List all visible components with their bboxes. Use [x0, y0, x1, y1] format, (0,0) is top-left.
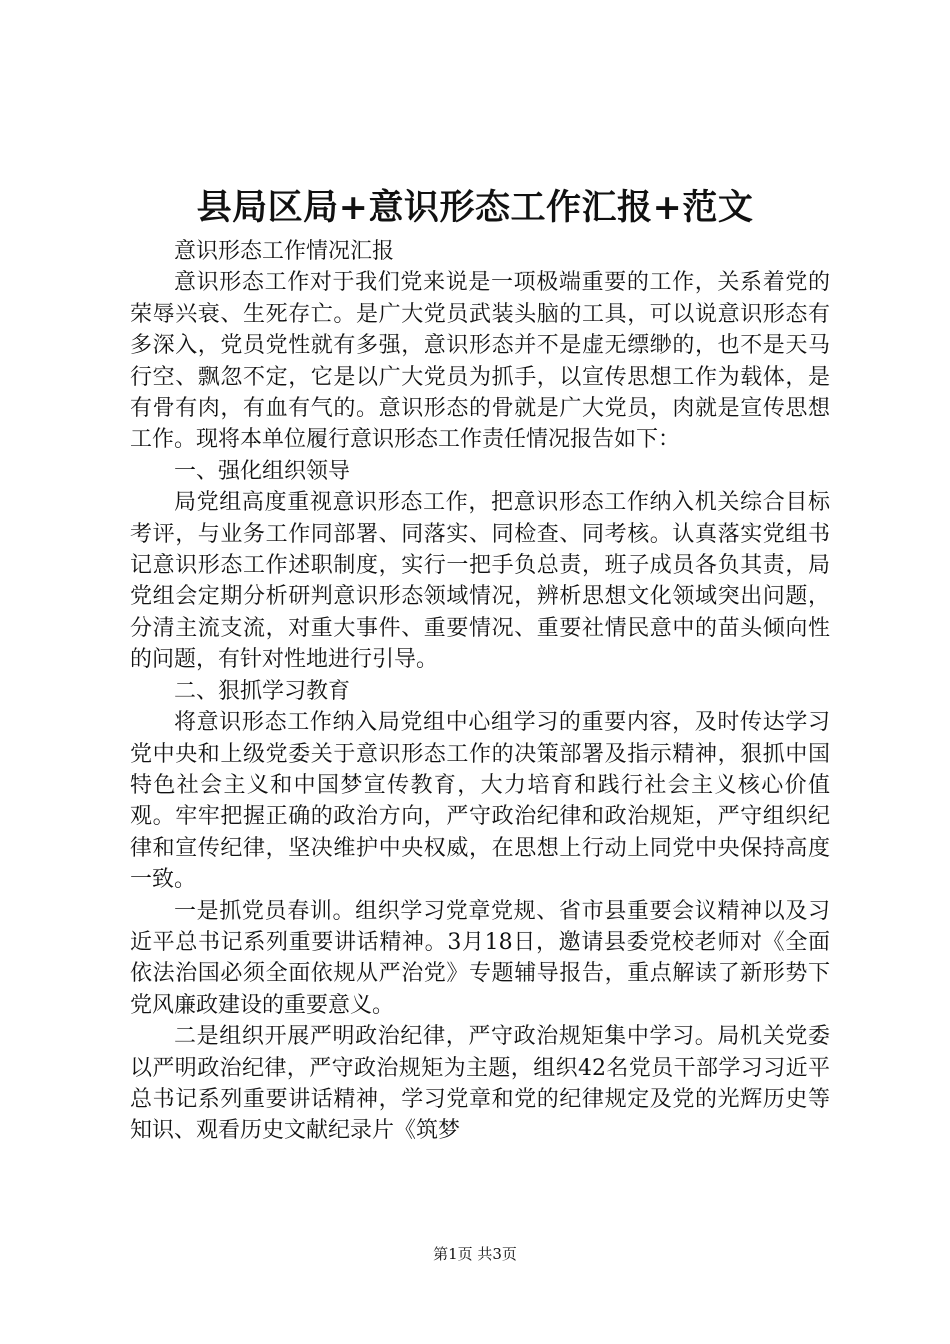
paragraph: 二是组织开展严明政治纪律，严守政治规矩集中学习。局机关党委以严明政治纪律，严守政治规矩为主题，组织42名党员干部学习习近平总书记系列重要讲话精神，学习党章和党的纪律规定及党的光辉历史等知识、观看历史文献纪录片《筑梦: [130, 1024, 830, 1144]
paragraph: 将意识形态工作纳入局党组中心组学习的重要内容，及时传达学习党中央和上级党委关于意识形态工作的决策部署及指示精神，狠抓中国特色社会主义和中国梦宣传教育，大力培育和践行社会主义核心价值观。牢牢把握正确的政治方向，严守政治纪律和政治规矩，严守组织纪律和宣传纪律，坚决维护中央权威，在思想上行动上同党中央保持高度一致。: [130, 710, 830, 893]
document-title: 县局区局+意识形态工作汇报+范文: [196, 187, 754, 228]
page-number-footer: 第1页 共3页: [433, 1245, 517, 1263]
paragraph: 局党组高度重视意识形态工作，把意识形态工作纳入机关综合目标考评，与业务工作同部署、同落实、同检查、同考核。认真落实党组书记意识形态工作述职制度，实行一把手负总责，班子成员各负其责，局党组会定期分析研判意识形态领域情况，辨析思想文化领域突出问题，分清主流支流，对重大事件、重要情况、重要社情民意中的苗头倾向性的问题，有针对性地进行引导。: [130, 490, 830, 673]
paragraph: 一是抓党员春训。组织学习党章党规、省市县重要会议精神以及习近平总书记系列重要讲话精神。3月18日，邀请县委党校老师对《全面依法治国必须全面依规从严治党》专题辅导报告，重点解读了新形势下党风廉政建设的重要意义。: [130, 898, 830, 1018]
paragraph-heading: 意识形态工作情况汇报: [174, 239, 395, 264]
paragraph: 意识形态工作对于我们党来说是一项极端重要的工作，关系着党的荣辱兴衰、生死存亡。是广大党员武装头脑的工具，可以说意识形态有多深入，党员党性就有多强，意识形态并不是虚无缥缈的，也不是天马行空、飘忽不定，它是以广大党员为抓手，以宣传思想工作为载体，是有骨有肉，有血有气的。意识形态的骨就是广大党员，肉就是宣传思想工作。现将本单位履行意识形态工作责任情况报告如下：: [130, 270, 830, 453]
section-heading: 一、强化组织领导: [174, 458, 351, 484]
section-heading: 二、狠抓学习教育: [174, 678, 351, 704]
document-body: [130, 236, 830, 1147]
